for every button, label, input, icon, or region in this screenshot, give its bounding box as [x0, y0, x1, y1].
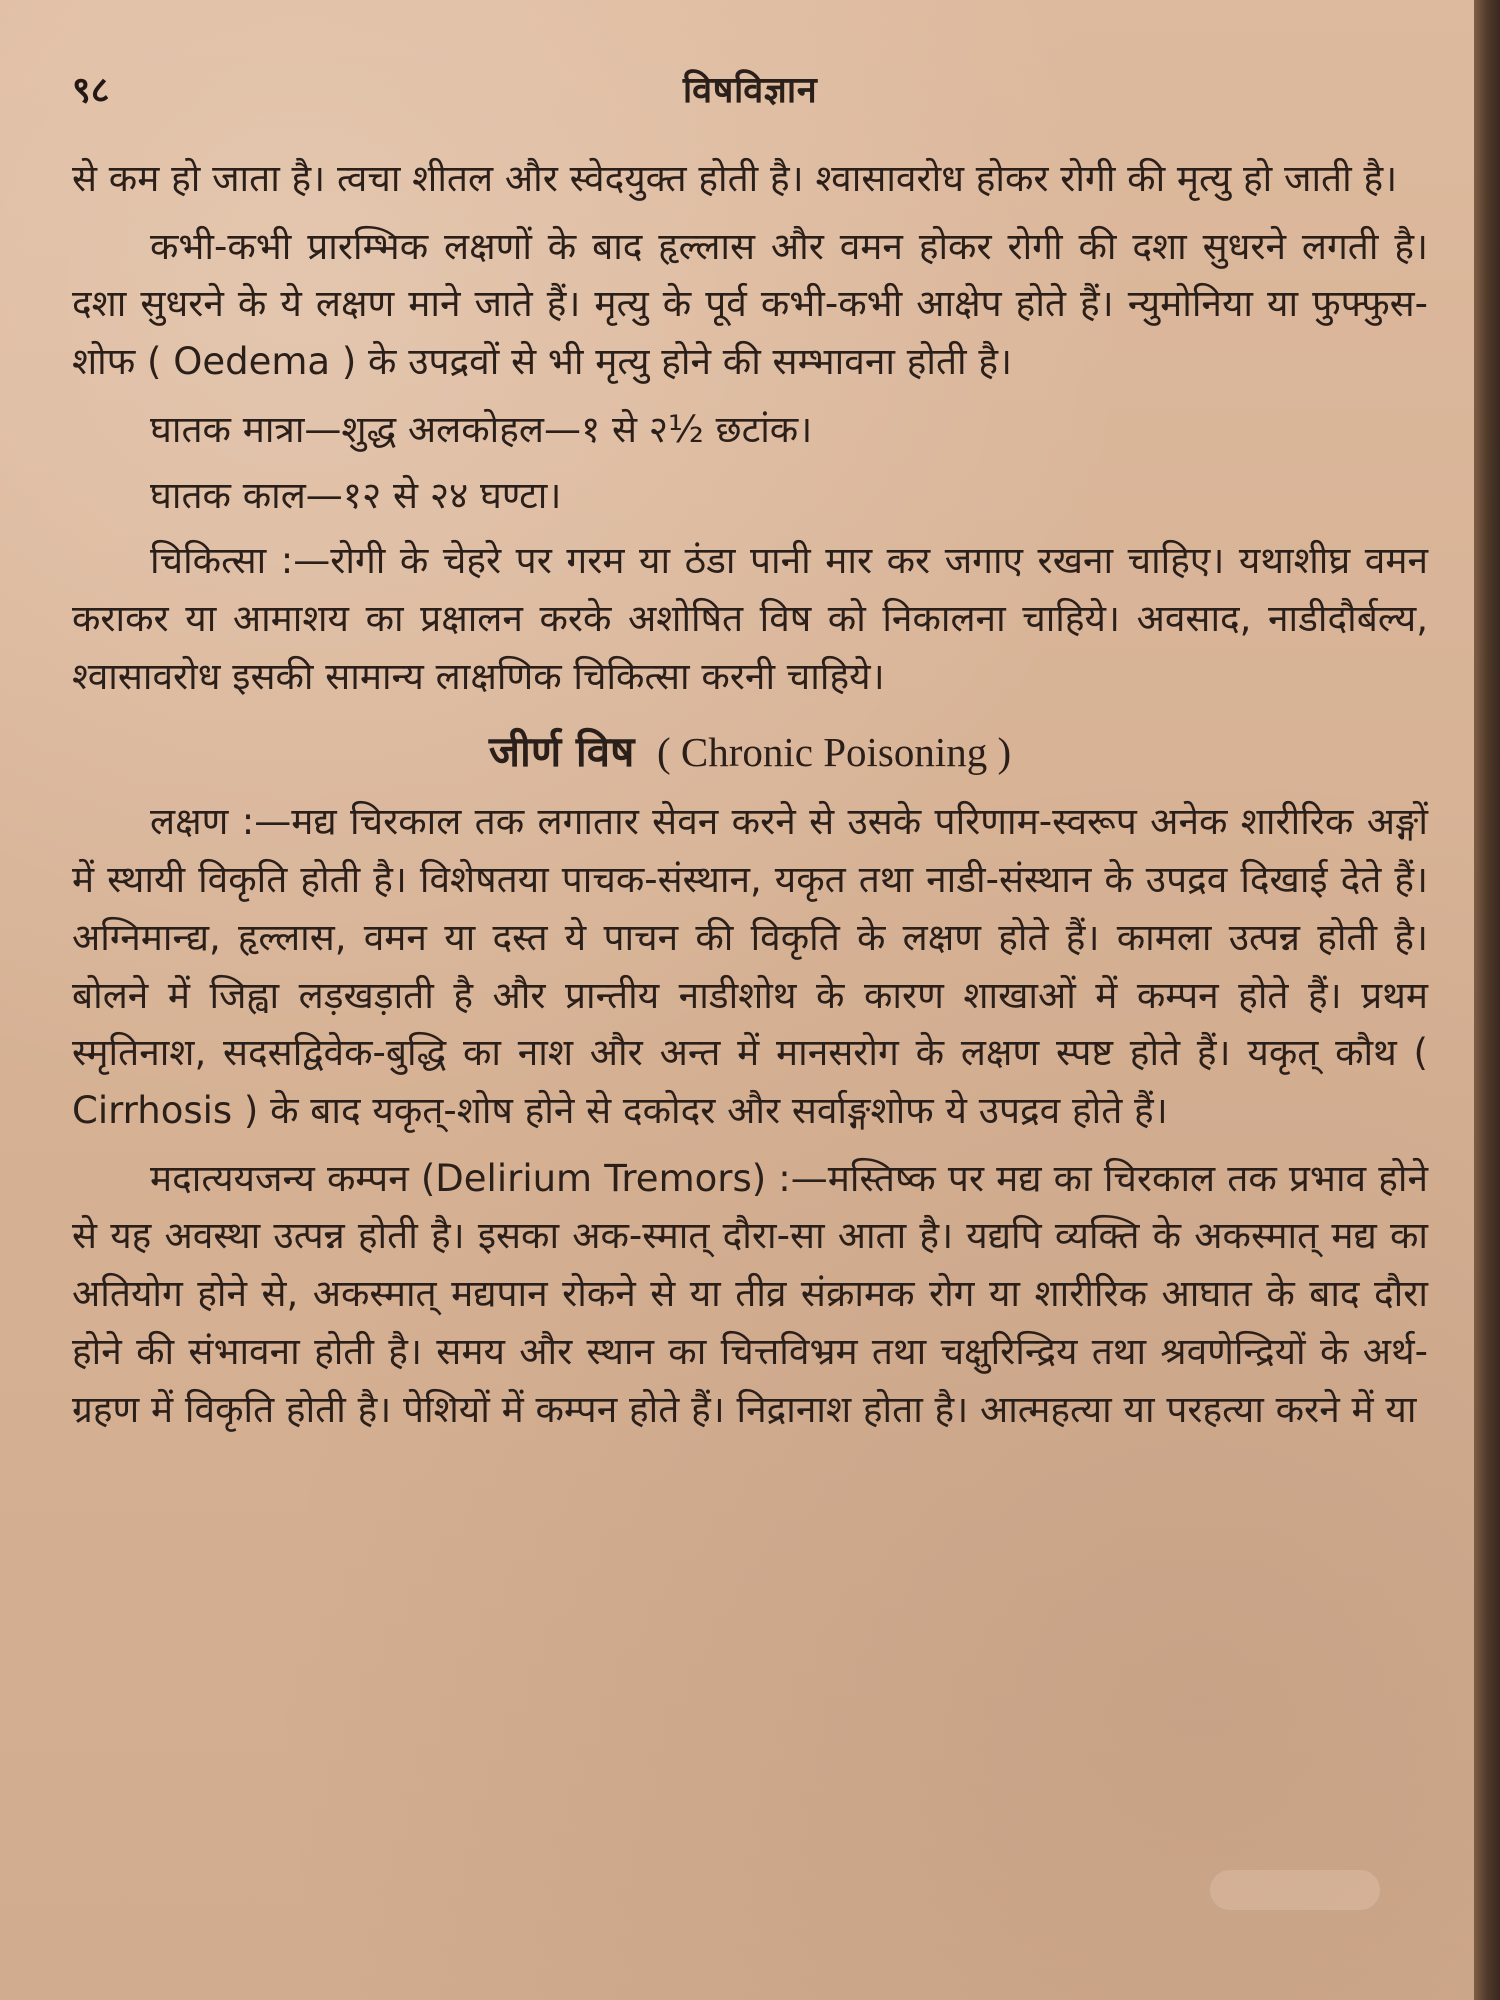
paragraph-1: से कम हो जाता है। त्वचा शीतल और स्वेदयुक्त होती है। श्वासावरोध होकर रोगी की मृत्यु हो जाती है।: [72, 157, 1398, 200]
symptoms-paragraph: लक्षण :—मद्य चिरकाल तक लगातार सेवन करने से उसके परिणाम-स्वरूप अनेक शारीरिक अङ्गों में स्थायी विकृति होती है। विशेषतया पाचक-संस्थान, यकृत तथा नाडी-संस्थान के उपद्रव दिखाई देते हैं। अग्निमान्द्य, हृल्लास, वमन या दस्त ये पाचन की विकृति के लक्षण होते हैं। कामला उत्पन्न होती है। बोलने में जिह्वा लड़खड़ाती है और प्रान्तीय नाडीशोथ के कारण शाखाओं में कम्पन होते हैं। प्रथम स्मृतिनाश, सदसद्विवेक-बुद्धि का नाश और अन्त में मानसरोग के लक्षण स्पष्ट होते हैं। यकृत् कौथ ( Cirrhosis ) के बाद यकृत्-शोष होने से दकोदर और सर्वाङ्गशोफ ये उपद्रव होते हैं।: [72, 800, 1428, 1133]
fatal-dose-line: घातक मात्रा—शुद्ध अलकोहल—१ से २½ छटांक।: [150, 407, 813, 451]
delirium-paragraph: मदात्ययजन्य कम्पन (Delirium Tremors) :—मस्तिष्क पर मद्य का चिरकाल तक प्रभाव होने से यह अवस्था उत्पन्न होती है। इसका अक-स्मात् दौरा-सा आता है। यद्यपि व्यक्ति के अकस्मात् मद्य का अतियोग होने से, अकस्मात् मद्यपान रोकने से या तीव्र संक्रामक रोग या शारीरिक आघात के बाद दौरा होने की संभावना होती है। समय और स्थान का चित्तविभ्रम तथा चक्षुरिन्द्रिय तथा श्रवणेन्द्रियों के अर्थ-ग्रहण में विकृति होती है। पेशियों में कम्पन होते हैं। निद्रानाश होता है। आत्महत्या या परहत्या करने में या: [72, 1156, 1428, 1431]
paper-stain: [1210, 1870, 1380, 1910]
page-edge-shadow: [1474, 0, 1500, 2000]
section-heading-english: ( Chronic Poisoning ): [656, 729, 1012, 776]
page-header: [72, 58, 1428, 118]
page-number: ९८: [72, 70, 110, 111]
paragraph-2: कभी-कभी प्रारम्भिक लक्षणों के बाद हृल्लास और वमन होकर रोगी की दशा सुधरने लगती है। दशा सुधरने के ये लक्षण माने जाते हैं। मृत्यु के पूर्व कभी-कभी आक्षेप होते हैं। न्युमोनिया या फुफ्फुस-शोफ ( Oedema ) के उपद्रवों से भी मृत्यु होने की सम्भावना होती है।: [72, 224, 1428, 384]
treatment-paragraph: चिकित्सा :—रोगी के चेहरे पर गरम या ठंडा पानी मार कर जगाए रखना चाहिए। यथाशीघ्र वमन कराकर या आमाशय का प्रक्षालन करके अशोषित विष को निकालना चाहिये। अवसाद, नाडीदौर्बल्य, श्वासावरोध इसकी सामान्य लाक्षणिक चिकित्सा करनी चाहिये।: [72, 539, 1428, 698]
section-heading: [72, 719, 1428, 785]
page-content: [72, 150, 1428, 1448]
section-heading-hindi: जीर्ण विष: [488, 727, 635, 777]
fatal-period-line: घातक काल—१२ से २४ घण्टा।: [150, 473, 562, 517]
running-head-title: विषविज्ञान: [682, 69, 818, 111]
